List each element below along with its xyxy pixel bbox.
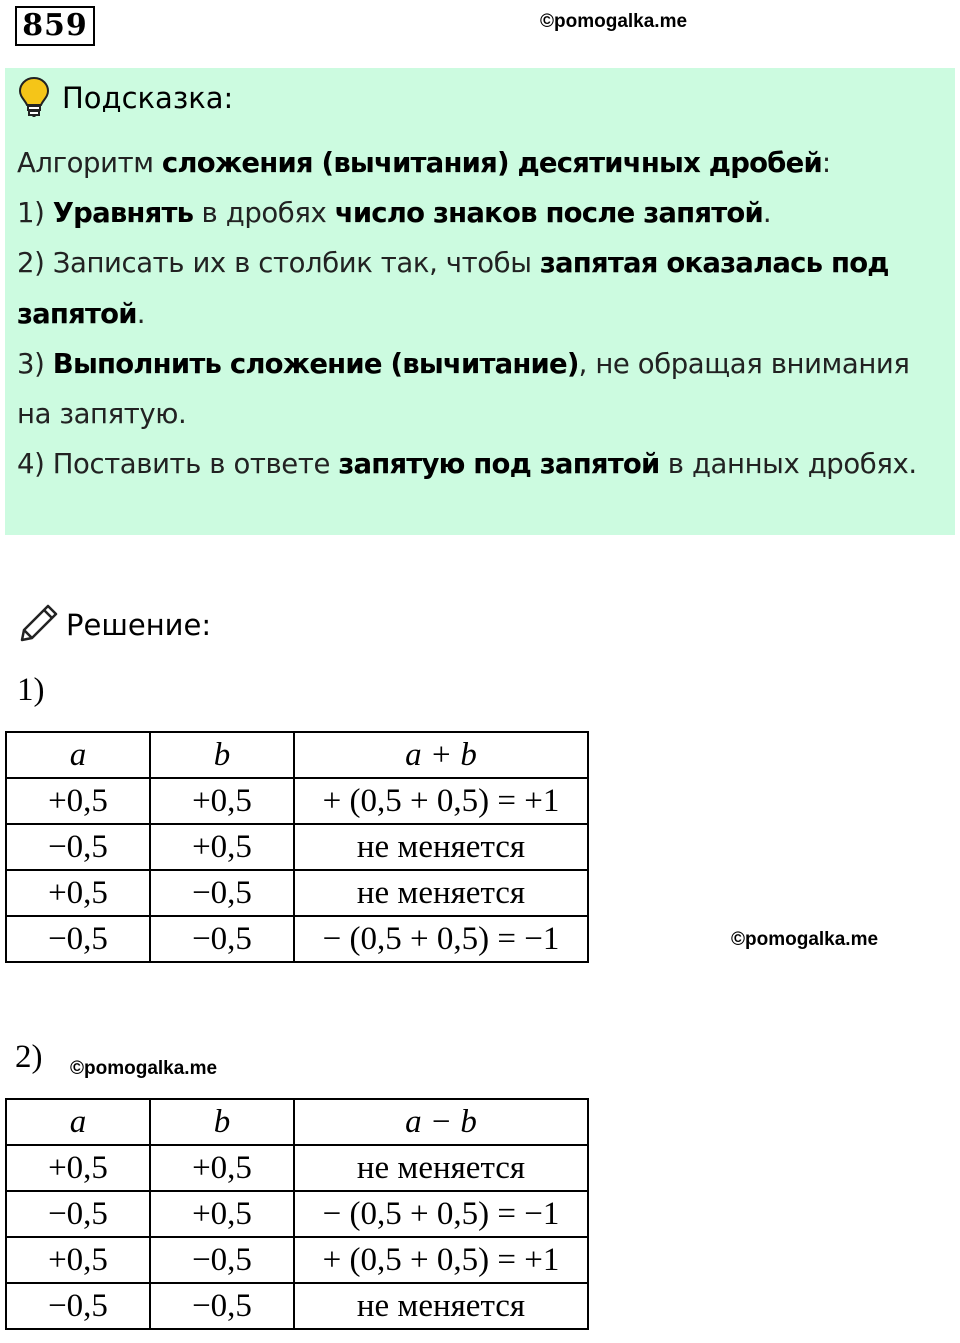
part-1-label: 1) [17,672,45,708]
hint-bold-text: запятой [17,297,137,330]
hint-bold-text: Уравнять [52,197,194,230]
cell-result: не меняется [294,824,588,870]
part-2-label: 2) [15,1039,43,1075]
cell-result: не меняется [294,870,588,916]
hint-text-segment: . [762,197,772,230]
hint-text-segment: 1) [17,197,53,230]
table-row [6,778,588,824]
hint-text-segment: в дробях [193,197,335,230]
hint-bold-text: число знаков после запятой [334,197,763,230]
hint-text-segment: . [136,297,146,330]
cell-b: +0,5 [150,778,294,824]
lightbulb-icon [18,76,50,118]
cell-a: +0,5 [6,870,150,916]
cell-result: не меняется [294,1145,588,1191]
table-row [6,1237,588,1283]
header-b: b [150,732,294,778]
hint-text-segment: в данных дробях. [659,448,917,481]
watermark: ©pomogalka.me [731,929,879,950]
hint-line [17,389,947,439]
header-difference: a − b [294,1099,588,1145]
table-part-2 [5,1098,589,1330]
table-header-row [6,732,588,778]
hint-text-segment: 4) Поставить в ответе [17,448,339,481]
table-row [6,916,588,962]
problem-number: 859 [15,6,95,46]
hint-text-segment: 2) Записать их в столбик так, чтобы [17,247,540,280]
table-row [6,1145,588,1191]
hint-line [17,439,947,489]
header-sum: a + b [294,732,588,778]
table-row [6,1191,588,1237]
cell-a: −0,5 [6,824,150,870]
solution-title: Решение: [66,608,212,642]
cell-a: +0,5 [6,1145,150,1191]
watermark: ©pomogalka.me [540,11,688,32]
cell-b: +0,5 [150,824,294,870]
cell-a: +0,5 [6,778,150,824]
hint-text-segment: Алгоритм [17,147,162,179]
cell-a: −0,5 [6,1283,150,1329]
table-row [6,824,588,870]
cell-result: + (0,5 + 0,5) = +1 [294,778,588,824]
cell-b: −0,5 [150,1283,294,1329]
cell-a: −0,5 [6,916,150,962]
cell-result: − (0,5 + 0,5) = −1 [294,916,588,962]
cell-b: −0,5 [150,870,294,916]
hint-line [17,188,947,238]
hint-bold-text: Выполнить сложение (вычитание) [52,347,579,380]
cell-a: +0,5 [6,1237,150,1283]
cell-b: −0,5 [150,916,294,962]
hint-bold-text: сложения (вычитания) десятичных дробей [161,147,822,179]
cell-result: не меняется [294,1283,588,1329]
hint-line [17,289,947,339]
cell-a: −0,5 [6,1191,150,1237]
hint-bold-text: запятую под запятой [338,448,660,481]
cell-b: +0,5 [150,1145,294,1191]
header-a: a [6,1099,150,1145]
table-row [6,870,588,916]
cell-result: − (0,5 + 0,5) = −1 [294,1191,588,1237]
cell-b: +0,5 [150,1191,294,1237]
header-a: a [6,732,150,778]
table-part-1 [5,731,589,963]
hint-line [17,339,947,389]
table-header-row [6,1099,588,1145]
cell-b: −0,5 [150,1237,294,1283]
header-b: b [150,1099,294,1145]
cell-result: + (0,5 + 0,5) = +1 [294,1237,588,1283]
hint-text-segment: : [821,147,831,179]
hint-title: Подсказка: [62,81,234,115]
table-row [6,1283,588,1329]
pencil-icon [18,602,60,644]
hint-text-segment: на запятую. [17,397,187,430]
hint-bold-text: запятая оказалась под [539,247,889,280]
hint-line [17,238,947,288]
hint-line [17,138,947,188]
hint-text [17,138,947,489]
hint-text-segment: , не обращая внимания [578,347,910,380]
watermark: ©pomogalka.me [70,1058,218,1079]
hint-text-segment: 3) [17,347,53,380]
